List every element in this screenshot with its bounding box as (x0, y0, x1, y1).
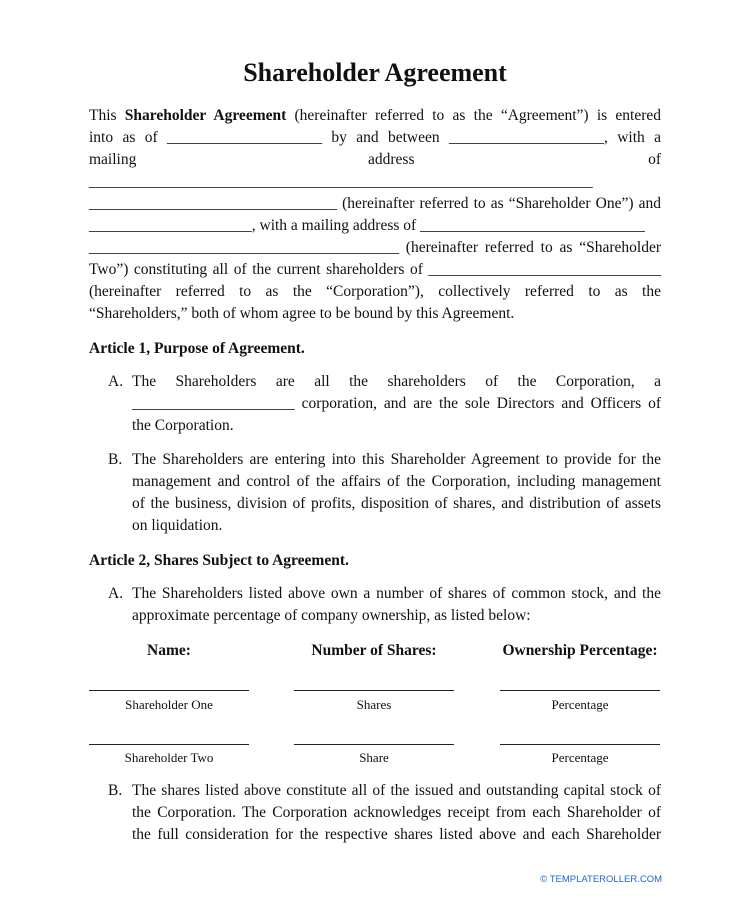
signature-line (500, 690, 660, 691)
signature-line (294, 744, 454, 745)
article-2-heading: Article 2, Shares Subject to Agreement. (89, 552, 349, 569)
signature-line (89, 744, 249, 745)
row-2-name-caption: Shareholder Two (124, 750, 214, 765)
intro-text: (hereinafter referred to as the “Agreement”) is entered (286, 107, 661, 124)
intro-line-4: _________________________________________________________________ (89, 173, 593, 190)
article-2-b-line-2: the Corporation. The Corporation acknowledges receipt from each Shareholder of (132, 804, 661, 821)
article-1-heading: Article 1, Purpose of Agreement. (89, 340, 305, 357)
article-1-b-line-1: The Shareholders are entering into this Shareholder Agreement to provide for the (132, 451, 661, 468)
article-2-a-line-2: approximate percentage of company ownership, as listed below: (132, 607, 531, 624)
intro-line-1 (89, 105, 661, 127)
article-2-a-marker: A. (108, 585, 124, 602)
row-2-shares-caption: Share (359, 750, 389, 765)
signature-line (89, 690, 249, 691)
article-2-b-line-3: the full consideration for the respective shares listed above and each Shareholder (132, 826, 661, 843)
article-2-a-line-1: The Shareholders listed above own a number of shares of common stock, and the (132, 585, 661, 602)
article-1-b-line-3: of the business, division of profits, disposition of shares, and distribution of assets (132, 495, 661, 512)
article-1-a-line-3: the Corporation. (132, 417, 234, 434)
intro-line-7: ________________________________________ (hereinafter referred to as “Shareholder (89, 239, 661, 256)
row-1-shares-caption: Shares (356, 697, 392, 712)
intro-line-5: ________________________________ (hereinafter referred to as “Shareholder One”) and (89, 195, 661, 212)
document-title: Shareholder Agreement (243, 58, 507, 87)
intro-line-8: Two”) constituting all of the current shareholders of ______________________________ (89, 261, 661, 278)
table-header-percentage: Ownership Percentage: (502, 642, 658, 659)
intro-text: mailing (89, 151, 137, 168)
article-1-b-marker: B. (108, 451, 123, 468)
intro-text: of (648, 151, 661, 168)
article-1-b-line-4: on liquidation. (132, 517, 223, 534)
intro-line-2: into as of ____________________ by and between ____________________, with a (89, 129, 661, 146)
article-2-b-line-1: The shares listed above constitute all of the issued and outstanding capital stock of (132, 782, 661, 799)
article-1-b-line-2: management and control of the affairs of the Corporation, including management (132, 473, 661, 490)
article-2-b-marker: B. (108, 782, 123, 799)
intro-text: This (89, 107, 125, 124)
intro-line-10: “Shareholders,” both of whom agree to be bound by this Agreement. (89, 305, 515, 322)
row-1-name-caption: Shareholder One (125, 697, 213, 712)
agreement-name-bold: Shareholder Agreement (124, 107, 287, 124)
row-2-percentage-caption: Percentage (551, 750, 609, 765)
signature-line (294, 690, 454, 691)
intro-line-6: _____________________, with a mailing address of _____________________________ (89, 217, 645, 234)
intro-line-9: (hereinafter referred to as the “Corporation”), collectively referred to as the (89, 283, 661, 300)
table-header-name: Name: (147, 642, 191, 659)
article-1-a-line-1: The Shareholders are all the shareholders of the Corporation, a (132, 373, 661, 390)
intro-text: address (368, 151, 415, 168)
article-1-a-line-2: _____________________ corporation, and are the sole Directors and Officers of (132, 395, 661, 412)
signature-line (500, 744, 660, 745)
row-1-percentage-caption: Percentage (551, 697, 609, 712)
table-header-shares: Number of Shares: (311, 642, 437, 659)
article-1-a-marker: A. (108, 373, 124, 390)
templateroller-watermark: © TEMPLATEROLLER.COM (540, 874, 662, 885)
